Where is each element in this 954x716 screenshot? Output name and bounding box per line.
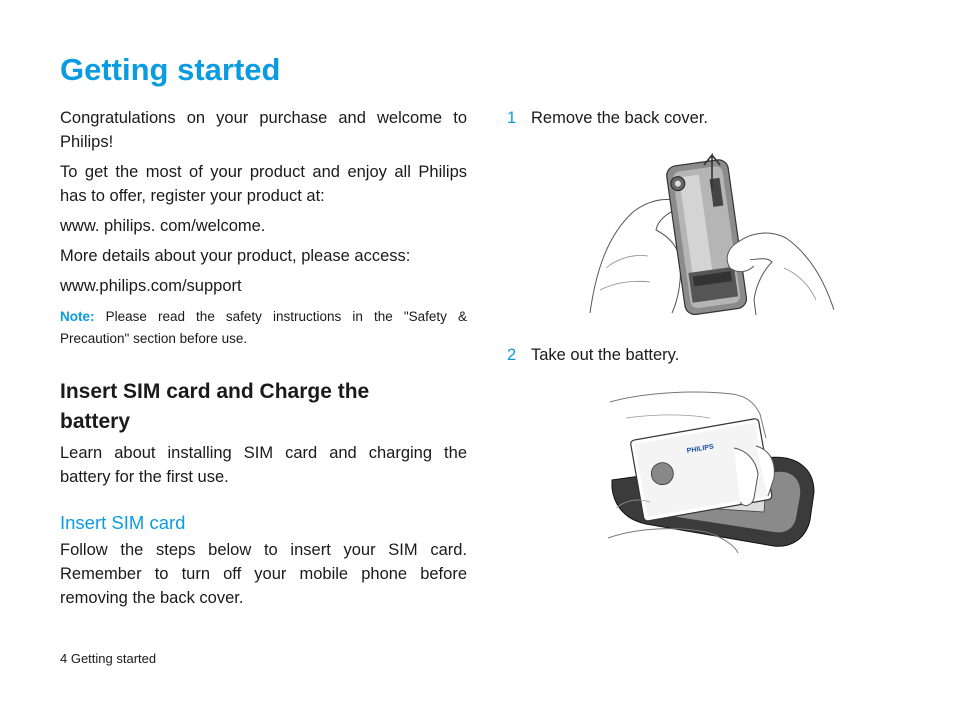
page-title: Getting started [60,52,281,87]
section-heading: Insert SIM card and Charge the battery [60,380,370,433]
register-paragraph: To get the most of your product and enjoy all Philips has to offer, register your product at: [60,163,467,205]
remove-back-cover-illustration [588,150,834,315]
step-2 [507,343,679,367]
battery-brand-label: PHILIPS [686,443,715,456]
support-url[interactable]: www.philips.com/support [60,277,242,295]
details-paragraph: More details about your product, please access: [60,247,411,265]
subsection-text: Follow the steps below to insert your SIM card. Remember to turn off your mobile phone before removing the back cover. [60,541,467,607]
step-1-text: Remove the back cover. [531,109,709,127]
intro-paragraph: Congratulations on your purchase and welcome to Philips! [60,109,467,151]
step-2-text: Take out the battery. [531,346,680,364]
step-1-number: 1 [507,109,517,127]
left-column [60,106,467,616]
step-2-number: 2 [507,346,517,364]
page-footer: 4 Getting started [60,651,157,666]
welcome-url[interactable]: www. philips. com/welcome. [60,217,266,235]
safety-note [60,306,467,350]
note-label: Note: [60,309,95,324]
step-1 [507,106,708,130]
note-text: Please read the safety instructions in the "Safety & Precaution" section before use. [60,309,467,346]
take-out-battery-illustration [606,388,816,553]
subsection-heading: Insert SIM card [60,512,186,533]
section-text: Learn about installing SIM card and charging the battery for the first use. [60,444,467,486]
